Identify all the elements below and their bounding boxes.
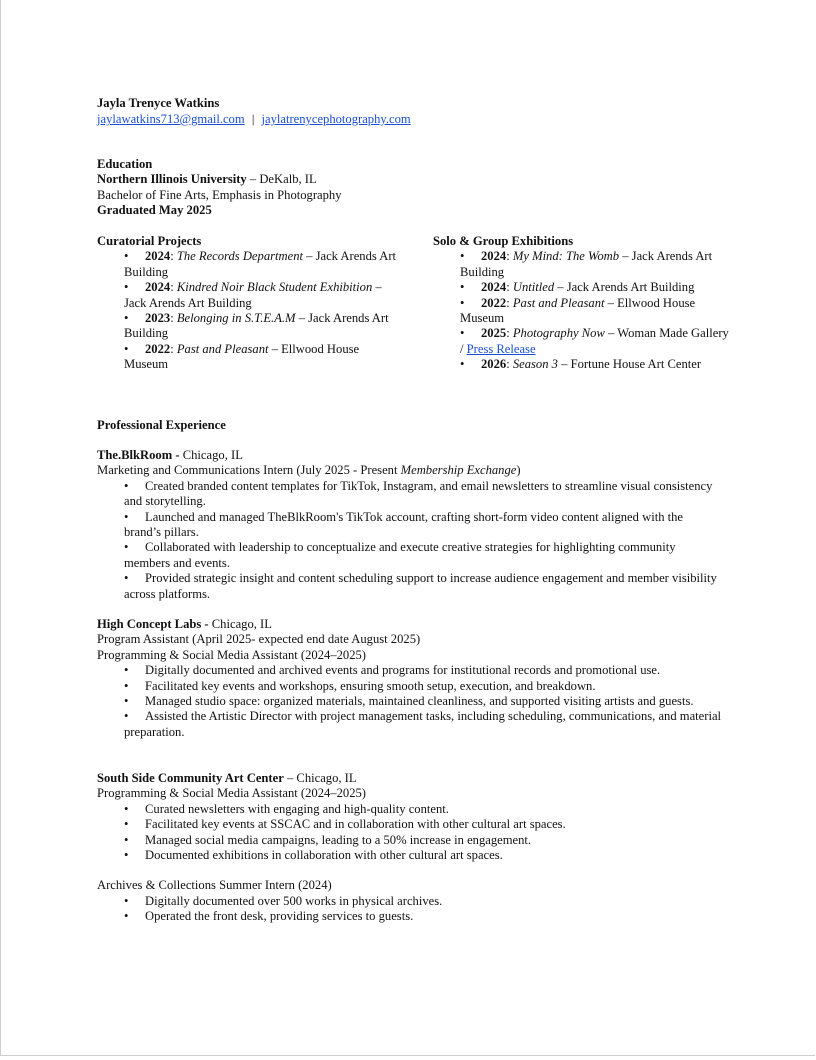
- item-venue: – Jack Arends Art Building: [124, 249, 397, 279]
- bullet: •: [124, 509, 129, 524]
- bullet-text: Provided strategic insight and content scheduling support to increase audience engagement and member visibility across platforms.: [124, 571, 717, 601]
- job-title-line: [97, 771, 722, 786]
- job-location: – Chicago, IL: [286, 771, 357, 785]
- job-sscac: [97, 771, 722, 925]
- contact-line: [97, 112, 411, 127]
- job-location: Chicago, IL: [182, 448, 243, 462]
- item-title: Photography Now: [512, 326, 605, 341]
- job-sub-bullets: [97, 894, 722, 925]
- job-location: Chicago, IL: [211, 617, 272, 631]
- exhibition-item: • 2025: Photography Now – Woman Made Gallery / Press Release: [460, 326, 729, 356]
- job-role-text: Marketing and Communications Intern (July 2025 - Present: [97, 463, 398, 478]
- bullet-text: Digitally documented and archived events and programs for institutional records and promotional use.: [145, 663, 661, 678]
- job-bullet: [124, 848, 722, 863]
- email-link[interactable]: jaylawatkins713@gmail.com: [97, 112, 245, 126]
- curatorial-item: • 2022: Past and Pleasant – Ellwood House Museum: [124, 341, 360, 372]
- job-bullet: [124, 894, 722, 909]
- bullet-text: Facilitated key events at SSCAC and in collaboration with other cultural art spaces.: [145, 817, 566, 832]
- exhibition-item: • 2024: Untitled – Jack Arends Art Building: [460, 280, 695, 295]
- job-bullets: [97, 663, 722, 740]
- item-venue: – Jack Arends Art Building: [124, 311, 389, 341]
- bullet: •: [460, 357, 465, 372]
- job-role: [97, 463, 722, 478]
- job-title-line: [97, 617, 722, 632]
- curatorial-list: [97, 249, 397, 372]
- item-year: 2023: [145, 311, 171, 326]
- bullet: •: [124, 694, 129, 709]
- item-title: Untitled: [512, 280, 555, 295]
- job-sub-role: Archives & Collections Summer Intern (2024): [97, 878, 332, 893]
- job-bullet: [124, 679, 722, 694]
- bullet: •: [124, 280, 129, 295]
- job-bullet: [124, 694, 722, 709]
- item-venue: – Fortune House Art Center: [561, 357, 702, 372]
- item-title: Belonging in S.T.E.A.M: [176, 311, 296, 326]
- job-high-concept-labs: [97, 617, 722, 740]
- candidate-name: Jayla Trenyce Watkins: [97, 96, 220, 110]
- job-role-close: ): [516, 463, 521, 478]
- curatorial-item: • 2024: The Records Department – Jack Arends Art Building: [124, 249, 397, 279]
- item-venue: – Woman Made Gallery /: [460, 326, 729, 356]
- exhibitions-section: [433, 234, 733, 373]
- bullet: •: [124, 709, 129, 724]
- curatorial-heading: Curatorial Projects: [97, 234, 202, 248]
- exhibitions-heading: Solo & Group Exhibitions: [433, 234, 574, 248]
- bullet: •: [124, 678, 129, 693]
- item-title: Kindred Noir Black Student Exhibition: [176, 280, 373, 295]
- education-section: [97, 157, 427, 219]
- job-bullet: [124, 479, 722, 510]
- curatorial-section: [97, 234, 397, 373]
- bullet-text: Facilitated key events and workshops, ensuring smooth setup, execution, and breakdown.: [145, 678, 596, 693]
- bullet: •: [124, 832, 129, 847]
- bullet: •: [124, 341, 129, 356]
- bullet: •: [124, 249, 129, 264]
- exhibition-item: • 2026: Season 3 – Fortune House Art Center: [460, 357, 702, 372]
- bullet: •: [124, 848, 129, 863]
- bullet-text: Assisted the Artistic Director with project management tasks, including scheduling, communications, and material preparation.: [124, 709, 722, 739]
- bullet-text: Collaborated with leadership to conceptualize and execute creative strategies for highlighting community members and events.: [124, 540, 676, 570]
- job-org: The.BlkRoom -: [97, 448, 180, 462]
- bullet: •: [124, 893, 129, 908]
- exhibition-item: • 2022: Past and Pleasant – Ellwood House Museum: [460, 295, 696, 326]
- job-bullet: [124, 909, 722, 924]
- bullet: •: [124, 909, 129, 924]
- item-venue: – Ellwood House Museum: [460, 295, 696, 326]
- bullet: •: [460, 326, 465, 341]
- exhibition-item: • 2024: My Mind: The Womb – Jack Arends Art Building: [460, 249, 713, 279]
- press-release-link[interactable]: Press Release: [466, 341, 536, 356]
- item-year: 2024: [145, 249, 171, 264]
- item-year: 2022: [145, 341, 171, 356]
- bullet-text: Curated newsletters with engaging and high-quality content.: [145, 801, 449, 816]
- job-role: Program Assistant (April 2025- expected end date August 2025): [97, 632, 421, 647]
- item-year: 2022: [481, 295, 507, 310]
- item-year: 2025: [481, 326, 507, 341]
- education-heading: Education: [97, 157, 153, 171]
- job-bullet: [124, 510, 722, 541]
- bullet-text: Operated the front desk, providing services to guests.: [145, 909, 414, 924]
- job-org: South Side Community Art Center: [97, 771, 284, 785]
- bullet-text: Managed studio space: organized materials, maintained cleanliness, and supported visiting artists and guests.: [145, 694, 694, 709]
- item-year: 2026: [481, 357, 507, 372]
- item-venue: – Jack Arends Art Building: [460, 249, 713, 279]
- item-venue: – Jack Arends Art Building: [124, 280, 382, 310]
- curatorial-item: • 2024: Kindred Noir Black Student Exhibition – Jack Arends Art Building: [124, 280, 382, 310]
- education-graduated: Graduated May 2025: [97, 203, 212, 218]
- item-year: 2024: [481, 280, 507, 295]
- curatorial-item: • 2023: Belonging in S.T.E.A.M – Jack Arends Art Building: [124, 311, 389, 341]
- job-title-line: [97, 448, 722, 463]
- experience-heading: Professional Experience: [97, 418, 226, 432]
- item-title: Season 3: [512, 357, 558, 372]
- education-school-line: [97, 172, 427, 187]
- bullet: •: [460, 295, 465, 310]
- job-org: High Concept Labs -: [97, 617, 209, 631]
- bullet: •: [460, 280, 465, 295]
- item-title: Past and Pleasant: [176, 341, 269, 356]
- item-venue: – Ellwood House Museum: [124, 341, 360, 372]
- job-bullets: [97, 802, 722, 864]
- job-bullet: [124, 802, 722, 817]
- bullet-text: Launched and managed TheBlkRoom's TikTok account, crafting short-form video content aligned with the brand’s pillars.: [124, 509, 684, 540]
- item-year: 2024: [481, 249, 507, 264]
- bullet-text: Managed social media campaigns, leading to a 50% increase in engagement.: [145, 832, 532, 847]
- exhibitions-list: [433, 249, 733, 372]
- job-role: Programming & Social Media Assistant (2024–2025): [97, 786, 366, 801]
- bullet: •: [124, 801, 129, 816]
- job-bullet: [124, 540, 722, 571]
- job-bullet: [124, 571, 722, 602]
- job-role-italic: Membership Exchange: [400, 463, 517, 478]
- job-bullet: [124, 663, 722, 678]
- item-year: 2024: [145, 280, 171, 295]
- school-location: – DeKalb, IL: [249, 172, 317, 187]
- bullet: •: [124, 311, 129, 326]
- job-bullet: [124, 817, 722, 832]
- item-title: The Records Department: [176, 249, 303, 264]
- bullet-text: Created branded content templates for TikTok, Instagram, and email newsletters to streamline visual consistency and storytelling.: [124, 478, 713, 509]
- bullet: •: [124, 571, 129, 586]
- bullet: •: [460, 249, 465, 264]
- item-title: My Mind: The Womb: [512, 249, 620, 264]
- contact-separator: |: [251, 112, 255, 126]
- bullet: •: [124, 540, 129, 555]
- bullet: •: [124, 663, 129, 678]
- job-bullets: [97, 479, 722, 602]
- job-bullet: [124, 709, 722, 740]
- website-link[interactable]: jaylatrenycephotography.com: [261, 112, 411, 126]
- school-name: Northern Illinois University: [97, 172, 247, 187]
- education-degree: Bachelor of Fine Arts, Emphasis in Photography: [97, 187, 342, 202]
- bullet: •: [124, 478, 129, 493]
- item-title: Past and Pleasant: [512, 295, 605, 310]
- job-role: Programming & Social Media Assistant (2024–2025): [97, 647, 366, 662]
- bullet: •: [124, 817, 129, 832]
- job-bullet: [124, 833, 722, 848]
- item-venue: – Jack Arends Art Building: [557, 280, 695, 295]
- job-blkroom: [97, 448, 722, 602]
- bullet-text: Digitally documented over 500 works in physical archives.: [145, 893, 443, 908]
- bullet-text: Documented exhibitions in collaboration with other cultural art spaces.: [145, 848, 503, 863]
